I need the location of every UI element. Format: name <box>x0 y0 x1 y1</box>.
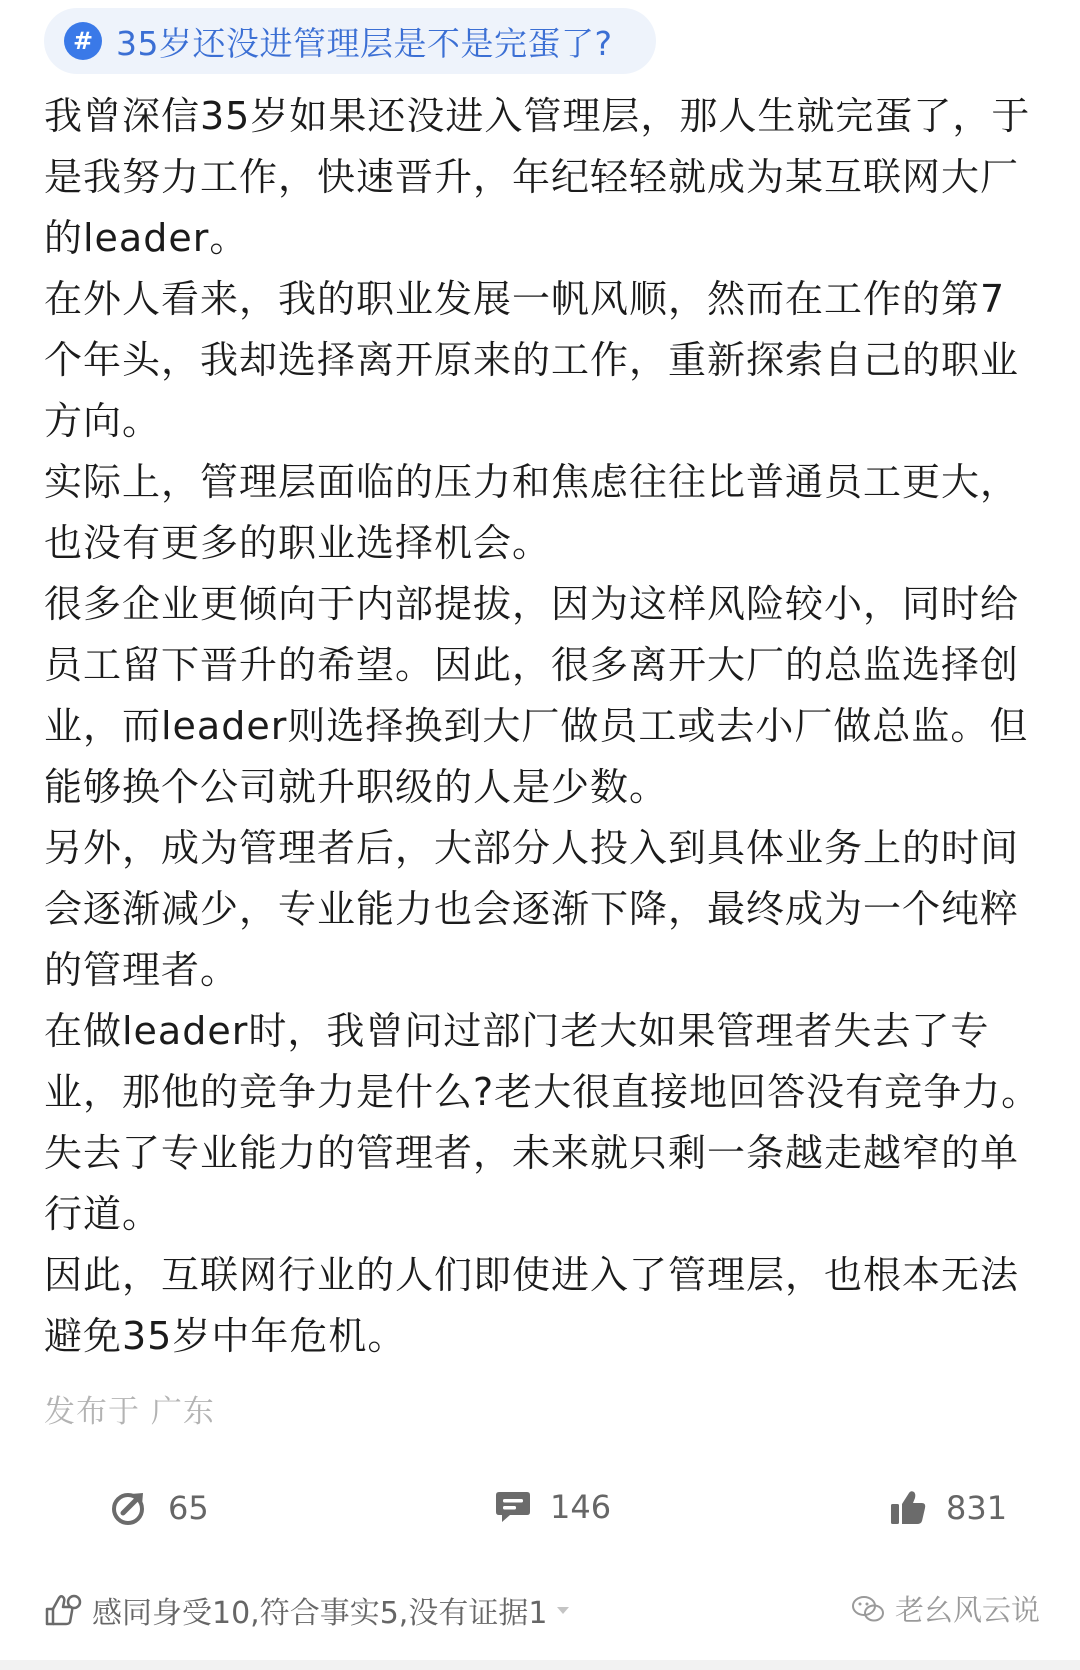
wechat-icon <box>851 1594 885 1624</box>
watermark-text: 老幺风云说 <box>894 1593 1040 1627</box>
share-button[interactable] <box>110 1488 209 1528</box>
action-bar <box>0 1488 1080 1548</box>
post-paragraph: 因此，互联网行业的人们即使进入了管理层，也根本无法避免35岁中年危机。 <box>44 1253 1020 1358</box>
watermark <box>851 1588 1040 1629</box>
share-icon <box>110 1488 150 1528</box>
like-button[interactable] <box>888 1488 1007 1528</box>
share-count: 65 <box>168 1489 209 1527</box>
post-paragraph: 很多企业更倾向于内部提拔，因为这样风险较小，同时给员工留下晋升的希望。因此，很多离开大厂的总监选择创业，而leader则选择换到大厂做员工或去小厂做总监。但能够换个公司就升职级的人是少数。 <box>44 582 1029 809</box>
caret-down-icon <box>555 1604 571 1616</box>
post-paragraph: 在外人看来，我的职业发展一帆风顺，然而在工作的第7个年头，我却选择离开原来的工作，重新探索自己的职业方向。 <box>44 277 1020 443</box>
post-paragraph: 实际上，管理层面临的压力和焦虑往往比普通员工更大，也没有更多的职业选择机会。 <box>44 460 1020 565</box>
topic-title: 35岁还没进管理层是不是完蛋了? <box>116 23 613 63</box>
topic-tag[interactable] <box>44 8 656 74</box>
post-location: 发布于 广东 <box>44 1394 215 1430</box>
post-paragraph: 我曾深信35岁如果还没进入管理层，那人生就完蛋了，于是我努力工作，快速晋升，年纪轻轻就成为某互联网大厂的leader。 <box>44 94 1031 260</box>
like-count: 831 <box>946 1489 1008 1527</box>
comment-button[interactable] <box>494 1488 611 1526</box>
reaction-text: 感同身受10,符合事实5,没有证据1 <box>92 1596 548 1631</box>
post-paragraph: 另外，成为管理者后，大部分人投入到具体业务上的时间会逐渐减少，专业能力也会逐渐下降，最终成为一个纯粹的管理者。 <box>44 826 1020 992</box>
post-paragraph: 在做leader时，我曾问过部门老大如果管理者失去了专业，那他的竞争力是什么?老大很直接地回答没有竞争力。失去了专业能力的管理者，未来就只剩一条越走越窄的单行道。 <box>44 1009 1041 1236</box>
hash-icon: # <box>64 22 102 60</box>
comment-count: 146 <box>550 1488 612 1526</box>
reaction-summary[interactable] <box>44 1588 581 1632</box>
comment-icon <box>494 1488 532 1526</box>
bottom-divider <box>0 1660 1080 1670</box>
reaction-icon <box>44 1593 82 1627</box>
thumbs-up-icon <box>888 1488 928 1528</box>
post-body <box>44 86 1044 1367</box>
